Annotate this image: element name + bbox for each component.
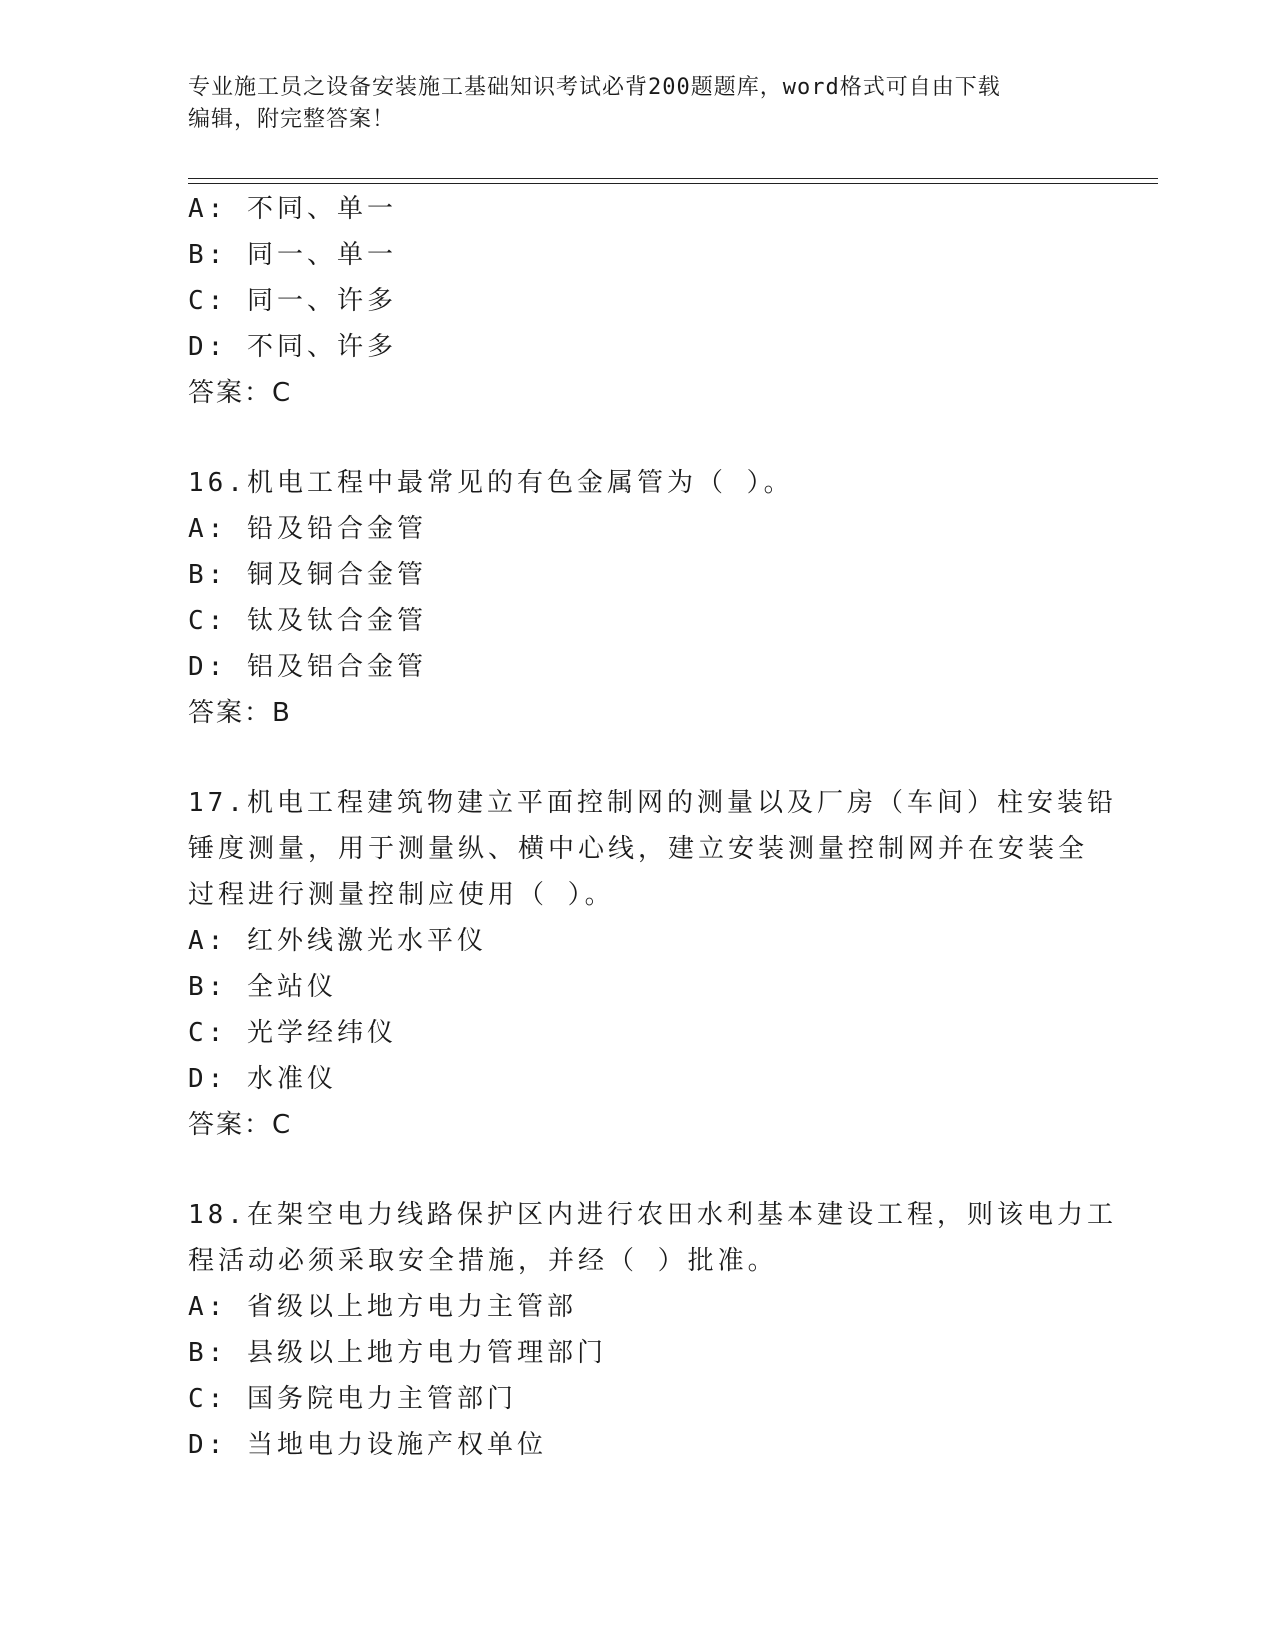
option-b: B: 县级以上地方电力管理部门 <box>188 1338 607 1368</box>
option-d: D: 铝及铝合金管 <box>188 652 427 682</box>
question-text-line-1: 17.机电工程建筑物建立平面控制网的测量以及厂房（车间）柱安装铅 <box>188 788 1117 818</box>
document-header <box>188 72 1088 136</box>
question-18 <box>188 1192 1117 1468</box>
question-text-line-2: 程活动必须采取安全措施，并经（ ）批准。 <box>188 1246 778 1276</box>
question-15 <box>188 186 1088 416</box>
question-16 <box>188 460 1088 736</box>
answer: 答案：C <box>188 378 293 408</box>
question-text-line-1: 18.在架空电力线路保护区内进行农田水利基本建设工程，则该电力工 <box>188 1200 1117 1230</box>
option-c: C: 国务院电力主管部门 <box>188 1384 517 1414</box>
question-text: 16.机电工程中最常见的有色金属管为（ ）。 <box>188 468 794 498</box>
header-line-1: 专业施工员之设备安装施工基础知识考试必背200题题库，word格式可自由下载 <box>188 75 1001 100</box>
answer: 答案：C <box>188 1110 293 1140</box>
option-d: D: 不同、许多 <box>188 332 397 362</box>
question-17 <box>188 780 1117 1148</box>
option-c: C: 钛及钛合金管 <box>188 606 427 636</box>
option-c: C: 光学经纬仪 <box>188 1018 397 1048</box>
header-divider-bottom <box>188 183 1158 184</box>
header-line-2: 编辑，附完整答案！ <box>188 107 396 132</box>
option-a: A: 不同、单一 <box>188 194 397 224</box>
option-d: D: 水准仪 <box>188 1064 337 1094</box>
option-a: A: 省级以上地方电力主管部 <box>188 1292 577 1322</box>
option-a: A: 铅及铅合金管 <box>188 514 427 544</box>
option-c: C: 同一、许多 <box>188 286 397 316</box>
header-divider-top <box>188 178 1158 179</box>
answer: 答案：B <box>188 698 292 728</box>
option-b: B: 铜及铜合金管 <box>188 560 427 590</box>
question-text-line-2: 锤度测量，用于测量纵、横中心线，建立安装测量控制网并在安装全 <box>188 834 1089 864</box>
option-b: B: 同一、单一 <box>188 240 397 270</box>
option-d: D: 当地电力设施产权单位 <box>188 1430 547 1460</box>
question-list <box>188 186 1117 1468</box>
question-text-line-3: 过程进行测量控制应使用（ ）。 <box>188 880 615 910</box>
option-b: B: 全站仪 <box>188 972 337 1002</box>
option-a: A: 红外线激光水平仪 <box>188 926 487 956</box>
